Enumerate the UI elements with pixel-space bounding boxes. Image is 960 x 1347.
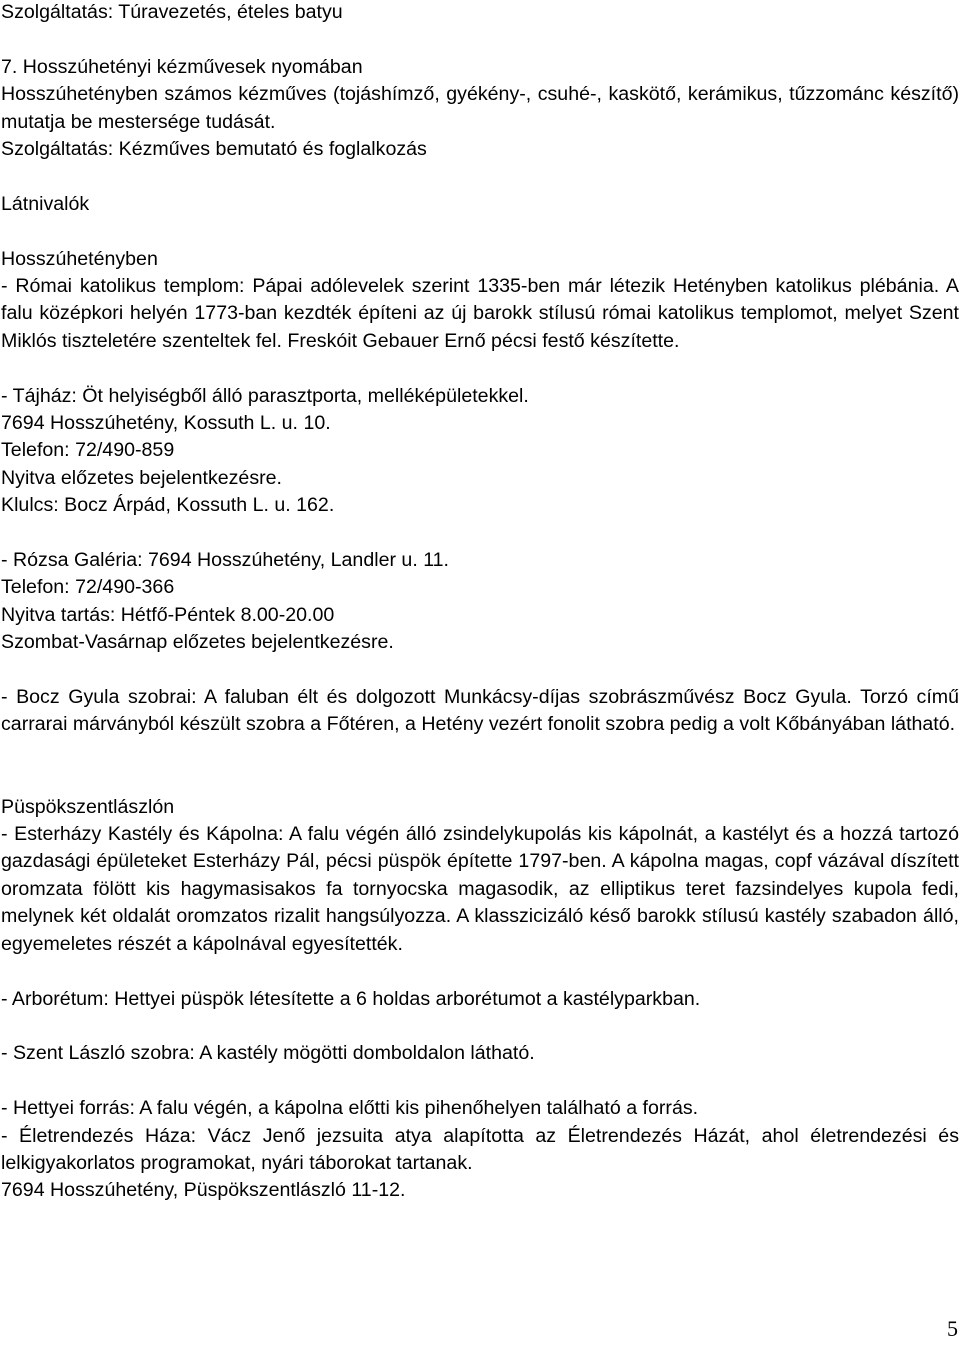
- puspokszentlaszlo-heading: Püspökszentlászlón: [1, 795, 175, 818]
- page-number: 5: [947, 1316, 958, 1341]
- hosszuheteny-heading: Hosszúhetényben: [1, 247, 158, 270]
- rozsa-gallery-line: - Rózsa Galéria: 7694 Hosszúhetény, Landler u. 11.: [1, 549, 450, 572]
- szent-laszlo-statue-line: - Szent László szobra: A kastély mögötti domboldalon látható.: [1, 1042, 535, 1065]
- puspokszentlaszlo-address: 7694 Hosszúhetény, Püspökszentlászló 11-12.: [1, 1179, 406, 1202]
- tajhaz-phone: Telefon: 72/490-859: [1, 439, 175, 462]
- rozsa-gallery-phone: Telefon: 72/490-366: [1, 576, 175, 599]
- eletrendezes-paragraph: - Életrendezés Háza: Vácz Jenő jezsuita atya alapította az Életrendezés Házát, ahol életrendezési és lelkigyakorlatos programokat, nyári táborokat tartanak.: [1, 1124, 959, 1174]
- church-paragraph: - Római katolikus templom: Pápai adólevelek szerint 1335-ben már létezik Hetényben katolikus plébánia. A falu középkori helyén 1773-ban kezdték építeni az új barokk stílusú római katolikus templomot, melyet Szent Miklós tiszteletére szenteltek fel. Freskóit Gebauer Ernő pécsi festő készítette.: [1, 275, 959, 352]
- tajhaz-address: 7694 Hosszúhetény, Kossuth L. u. 10.: [1, 412, 331, 435]
- item-7-title: 7. Hosszúhetényi kézművesek nyomában: [1, 55, 363, 78]
- service-line-crafts: Szolgáltatás: Kézműves bemutató és foglalkozás: [1, 138, 427, 161]
- tajhaz-line: - Tájház: Öt helyiségből álló parasztporta, melléképületekkel.: [1, 384, 529, 407]
- tajhaz-opening: Nyitva előzetes bejelentkezésre.: [1, 466, 282, 489]
- hettyei-spring-line: - Hettyei forrás: A falu végén, a kápolna előtti kis pihenőhelyen található a forrás.: [1, 1097, 699, 1120]
- service-line-tour: Szolgáltatás: Túravezetés, ételes batyu: [1, 1, 343, 23]
- arboretum-line: - Arborétum: Hettyei püspök létesítette a 6 holdas arborétumot a kastélyparkban.: [1, 987, 701, 1010]
- sights-heading: Látnivalók: [1, 192, 90, 215]
- rozsa-gallery-weekend: Szombat-Vasárnap előzetes bejelentkezésre.: [1, 631, 394, 654]
- rozsa-gallery-opening: Nyitva tartás: Hétfő-Péntek 8.00-20.00: [1, 603, 335, 626]
- esterhazy-paragraph: - Esterházy Kastély és Kápolna: A falu végén álló zsindelykupolás kis kápolnát, a kastélyt és a hozzá tartozó gazdasági épületeket Esterházy Pál, pécsi püspök építette 1797-ben. A kápolna magas, copf vázával díszített oromzata fölött kis hagymasisakos fa tornyocska magasodik, az elliptikus teret fazsindelyes kupola fedi, melynek két oldalát oromzatos rizalit hangsúlyozza. A klasszicizáló késő barokk stílusú kastély szabadon álló, egyemeletes részét a kápolnával egyesítették.: [1, 823, 959, 955]
- bocz-statues-paragraph: - Bocz Gyula szobrai: A faluban élt és dolgozott Munkácsy-díjas szobrászművész Bocz Gyula. Torzó című carrarai márványból készült szobra a Főtéren, a Hetény vezért fonolit szobra pedig a volt Kőbányában látható.: [1, 686, 959, 736]
- page-content: [1, 0, 959, 1205]
- item-7-text: Hosszúhetényben számos kézműves (tojáshímző, gyékény-, csuhé-, kaskötő, kerámikus, tűzzománc készítő) mutatja be mestersége tudását.: [1, 83, 959, 133]
- tajhaz-key: Klulcs: Bocz Árpád, Kossuth L. u. 162.: [1, 494, 335, 517]
